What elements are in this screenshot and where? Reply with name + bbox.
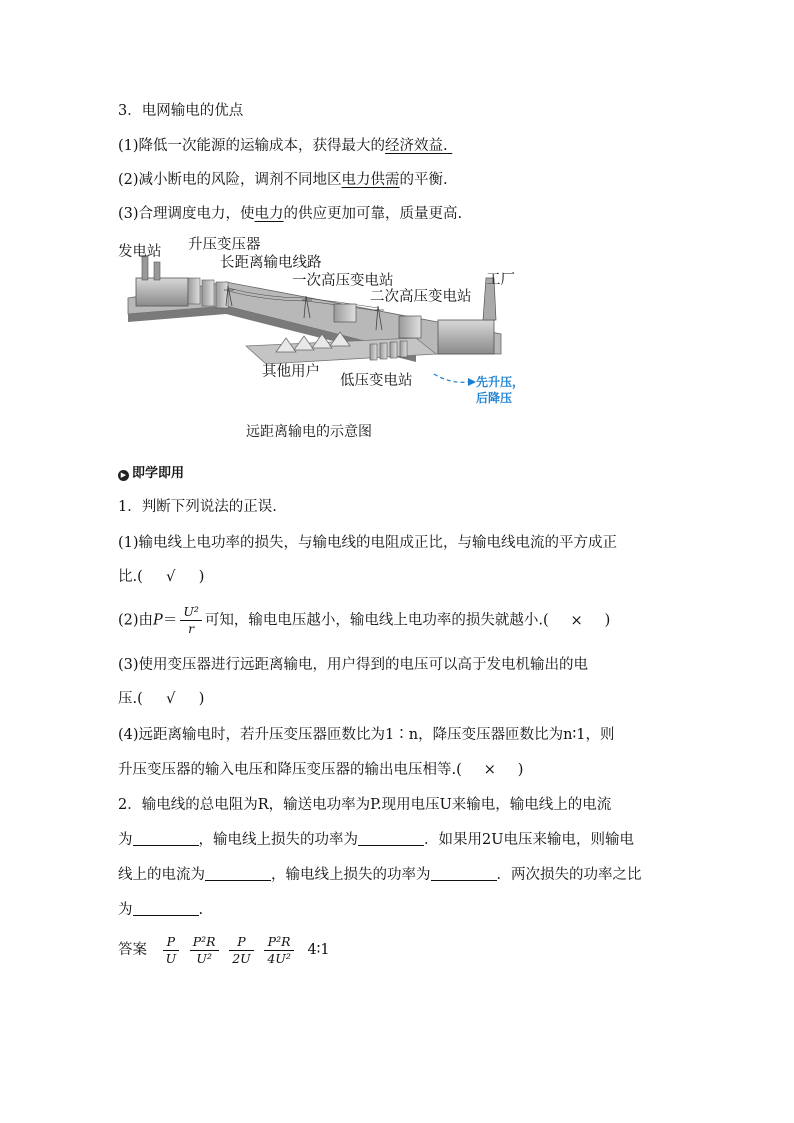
answer-blank[interactable] <box>431 866 497 881</box>
q2-line3 <box>118 865 642 885</box>
answer-blank[interactable] <box>133 901 199 916</box>
label-long-line: 长距离输电线路 <box>220 255 322 271</box>
underline-tail <box>448 136 472 156</box>
factory-building <box>438 320 494 354</box>
advantage-3-key: 电力 <box>254 206 284 222</box>
answer-blank[interactable] <box>358 831 424 846</box>
q1-item4-line1: (4)远距离输电时，若升压变压器匝数比为1∶n，降压变压器匝数比为n∶1，则 <box>118 727 615 743</box>
q2-text: . <box>198 902 204 918</box>
q1-item2-text: 可知，输电电压越小，输电线上电功率的损失就越小.( <box>204 612 549 629</box>
advantage-3-text: (3)合理调度电力，使 <box>118 206 255 222</box>
answer-2 <box>190 934 219 967</box>
q1-item1-text: 比.( <box>118 569 143 585</box>
formula-fraction <box>180 604 202 637</box>
q1-item3-text: 压.( <box>118 691 143 707</box>
advantage-2 <box>118 170 448 190</box>
advantage-1-key: 经济效益 <box>385 138 444 154</box>
q1-item4-line2 <box>118 760 523 780</box>
q2-text: ，输电线上损失的功率为 <box>198 832 358 848</box>
q1-item1-mark: √ <box>166 569 176 585</box>
section-title: 3．电网输电的优点 <box>118 103 244 119</box>
q2-line1: 2．输电线的总电阻为R，输送电功率为P.现用电压U来输电，输电线上的电流 <box>118 797 612 813</box>
answer-2-den: U² <box>196 950 212 966</box>
answer-3-den: 2U <box>232 950 251 966</box>
answer-1-den: U <box>165 950 177 966</box>
formula-p: P <box>153 612 163 629</box>
q2-text: ．如果用2U电压来输电，则输电 <box>424 832 634 848</box>
power-station-building <box>136 278 188 306</box>
formula-denominator: r <box>188 621 195 636</box>
formula-numerator: U² <box>180 604 202 621</box>
advantage-3-end: 的供应更加可靠，质量更高. <box>283 206 463 222</box>
answer-3-num: P <box>229 934 254 951</box>
answer-5: 4∶1 <box>307 942 330 958</box>
answer-blank[interactable] <box>133 831 199 846</box>
q2-text: 为 <box>118 902 133 918</box>
note-step-up-first: 先升压， <box>476 375 525 389</box>
q2-text: ，输电线上损失的功率为 <box>271 867 431 883</box>
diagram-caption: 远距离输电的示意图 <box>246 424 372 440</box>
q1-item2 <box>118 604 610 637</box>
q1-item1-paren: ) <box>198 569 205 585</box>
q1-item3-line2 <box>118 689 204 709</box>
label-primary-substation: 一次高压变电站 <box>292 273 394 289</box>
note-arrow-head <box>468 378 476 386</box>
play-circle-icon: ▶ <box>118 470 129 481</box>
q1-item4-mark: × <box>483 762 496 778</box>
answer-blank[interactable] <box>205 866 271 881</box>
label-low-substation: 低压变电站 <box>340 373 413 389</box>
q1-item2-paren: ) <box>604 612 611 629</box>
q1-item4-paren: ) <box>517 762 524 778</box>
note-arrow <box>434 374 468 382</box>
advantage-2-key: 电力供需 <box>341 172 400 188</box>
q1-item1-line1: (1)输电线上电功率的损失，与输电线的电阻成正比，与输电线电流的平方成正 <box>118 535 618 551</box>
label-secondary-substation: 二次高压变电站 <box>370 289 472 305</box>
answer-4-num: P²R <box>264 934 294 951</box>
answer-3 <box>229 934 254 967</box>
q1-item3-paren: ) <box>198 691 205 707</box>
label-step-up: 升压变压器 <box>188 237 261 253</box>
advantage-3 <box>118 204 462 224</box>
advantage-1-text: (1)降低一次能源的运输成本，获得最大的 <box>118 138 386 154</box>
advantage-2-end: 的平衡. <box>399 172 448 188</box>
q2-line4 <box>118 900 203 920</box>
q1-item2-pre: (2)由 <box>118 612 154 629</box>
q1-item4-text: 升压变压器的输入电压和降压变压器的输出电压相等.( <box>118 762 462 778</box>
q1-item3-mark: √ <box>166 691 176 707</box>
q2-text: 为 <box>118 832 133 848</box>
step-up-transformer-icon <box>188 278 228 308</box>
q1-item3-line1: (3)使用变压器进行远距离输电，用户得到的电压可以高于发电机输出的电 <box>118 657 589 673</box>
practice-heading-text: 即学即用 <box>132 466 185 481</box>
answer-label: 答案 <box>118 942 147 958</box>
practice-heading <box>118 462 184 481</box>
answer-row <box>118 932 330 968</box>
q1-item2-mark: × <box>570 612 583 629</box>
q1-title: 1．判断下列说法的正误. <box>118 499 277 515</box>
answer-4 <box>264 934 294 967</box>
advantage-1-end: . <box>443 138 448 154</box>
label-power-station: 发电站 <box>118 244 162 260</box>
q1-item1-line2 <box>118 567 204 587</box>
q2-text: 线上的电流为 <box>118 867 205 883</box>
advantage-1 <box>118 136 472 156</box>
answer-1-num: P <box>163 934 180 951</box>
answer-4-den: 4U² <box>267 950 291 966</box>
label-factory: 工厂 <box>486 272 515 288</box>
note-step-down-after: 后降压 <box>476 391 513 405</box>
secondary-substation-icon <box>399 316 421 338</box>
answer-2-num: P²R <box>190 934 219 951</box>
q2-text: ．两次损失的功率之比 <box>496 867 642 883</box>
answer-1 <box>163 934 180 967</box>
transmission-diagram <box>116 234 536 414</box>
label-other-users: 其他用户 <box>262 364 320 380</box>
power-station-stack-2 <box>154 262 160 280</box>
formula-eq: ＝ <box>162 612 178 629</box>
primary-substation-icon <box>334 304 356 322</box>
advantage-2-text: (2)减小断电的风险，调剂不同地区 <box>118 172 342 188</box>
q2-line2 <box>118 830 634 850</box>
